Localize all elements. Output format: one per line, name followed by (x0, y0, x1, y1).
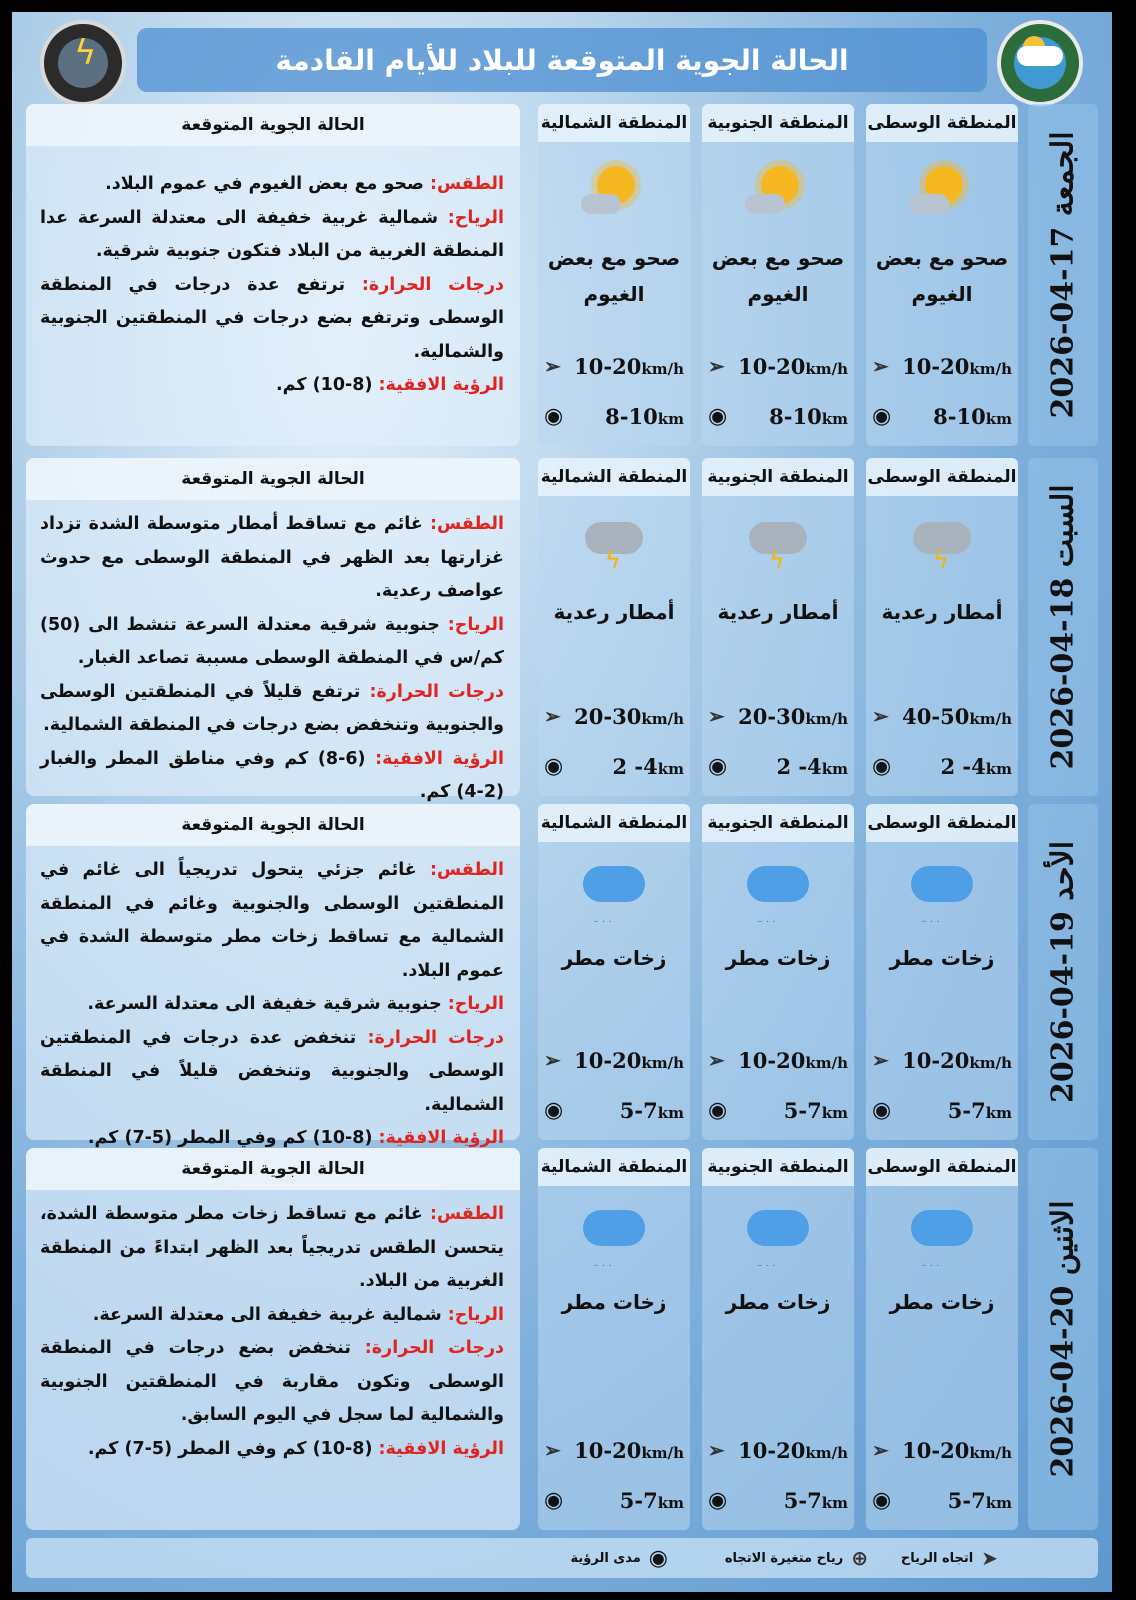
wind-speed: 40-50 (902, 703, 970, 729)
bulletin-frame (12, 12, 1112, 1592)
forecast-item-label: الطقس: (422, 514, 504, 534)
eye-icon: ◉ (708, 403, 728, 429)
wind-row (872, 700, 1012, 732)
forecast-panel (26, 804, 520, 1148)
wind-direction-icon: ➢ (708, 1048, 725, 1072)
wind-speed: 10-20 (902, 1437, 970, 1463)
raindrops-icon: ׅ ׅ ׅ ׅ (923, 1248, 945, 1267)
visibility-value (933, 404, 1012, 429)
cloud-icon (583, 1210, 645, 1246)
forecast-item-text: شمالية غربية خفيفة الى معتدلة السرعة عدا المنطقة الغربية من البلاد فتكون جنوبية شرقية. (40, 207, 504, 261)
wind-unit: km/h (969, 1443, 1012, 1462)
visibility-row (544, 1094, 684, 1126)
wind-speed: 10-20 (574, 1047, 642, 1073)
wind-speed: 10-20 (574, 1437, 642, 1463)
forecast-item (40, 1332, 504, 1433)
wind-value (574, 354, 684, 379)
rain-shower-icon (743, 1202, 813, 1272)
visibility-range: 2 -4 (940, 753, 986, 779)
day-date: 2026-04-17 الجمعة (1045, 131, 1081, 419)
wind-unit: km/h (805, 359, 848, 378)
visibility-range: 2 -4 (612, 753, 658, 779)
eye-icon: ◉ (708, 1487, 728, 1513)
date-column (1028, 1148, 1098, 1530)
forecast-item (40, 269, 504, 370)
wind-row (544, 1434, 684, 1466)
wind-value (902, 354, 1012, 379)
wind-arrow-icon: ➤ (981, 1546, 998, 1570)
forecast-item (40, 1433, 504, 1467)
visibility-value (612, 754, 684, 779)
wind-unit: km/h (641, 709, 684, 728)
visibility-range: 5-7 (619, 1487, 658, 1513)
region-condition: زخات مطر (561, 1290, 667, 1314)
wind-direction-icon: ➢ (872, 1048, 889, 1072)
visibility-unit: km (985, 409, 1012, 428)
legend-variable-wind (725, 1538, 868, 1578)
wind-row (544, 700, 684, 732)
wind-unit: km/h (641, 359, 684, 378)
forecast-item-label: درجات الحرارة: (350, 1338, 505, 1358)
visibility-row (872, 1094, 1012, 1126)
visibility-unit: km (657, 409, 684, 428)
eye-icon: ◉ (872, 1487, 892, 1513)
forecast-item-label: الرياح: (441, 994, 504, 1014)
wind-row (872, 1044, 1012, 1076)
visibility-unit: km (985, 1493, 1012, 1512)
thunderstorm-icon (579, 512, 649, 582)
region-card-3 (538, 458, 690, 796)
visibility-value (948, 1098, 1012, 1123)
wind-value (574, 1438, 684, 1463)
visibility-range: 8-10 (933, 403, 986, 429)
region-card-1 (866, 104, 1018, 446)
sun-cloud-icon (907, 158, 977, 228)
eye-icon: ◉ (872, 753, 892, 779)
region-card-2 (702, 1148, 854, 1530)
forecast-item-label: الطقس: (416, 860, 504, 880)
forecast-item-label: الرؤية الافقية: (372, 375, 504, 395)
meteorological-authority-logo (997, 20, 1083, 106)
cloud-icon (745, 194, 785, 214)
region-name: المنطقة الوسطى (866, 458, 1018, 496)
region-name: المنطقة الوسطى (866, 1148, 1018, 1186)
wind-direction-icon: ➢ (544, 1438, 561, 1462)
date-column (1028, 104, 1098, 446)
wind-direction-icon: ➢ (708, 1438, 725, 1462)
page-title (137, 28, 987, 92)
forecast-panel (26, 458, 520, 802)
legend-wind-direction (901, 1538, 998, 1578)
visibility-value (605, 404, 684, 429)
forecast-item-label: درجات الحرارة: (345, 274, 505, 295)
raindrops-icon: ׅ ׅ ׅ ׅ (759, 904, 781, 923)
wind-row (544, 350, 684, 382)
forecast-panel (26, 1148, 520, 1530)
wind-value (902, 1438, 1012, 1463)
wind-row (872, 350, 1012, 382)
raindrops-icon: ׅ ׅ ׅ ׅ (595, 1248, 617, 1267)
forecast-item-text: جنوبية شرقية معتدلة السرعة تنشط الى (50) كم/س في المنطقة الوسطى مسببة تصاعد الغبار. (40, 614, 504, 668)
region-card-2 (702, 804, 854, 1140)
forecast-item-text: صحو مع بعض الغيوم في عموم البلاد. (105, 174, 424, 194)
forecast-item-label: الرؤية الافقية: (372, 1128, 504, 1148)
wind-direction-icon: ➢ (872, 354, 889, 378)
cloud-icon (581, 194, 621, 214)
day-date: 2026-04-18 السبت (1045, 484, 1081, 770)
region-name: المنطقة الشمالية (538, 104, 690, 142)
region-name: المنطقة الوسطى (866, 104, 1018, 142)
forecast-item-text: غائم جزئي يتحول تدريجياً الى غائم في المنطقتين الوسطى والجنوبية وغائم في المنطقة الشمالية مع تساقط زخات مطر متوسطة الشدة في عموم البلاد. (40, 860, 504, 981)
forecast-item-label: الرؤية الافقية: (372, 1438, 504, 1459)
date-column (1028, 458, 1098, 796)
eye-icon: ◉ (708, 1097, 728, 1123)
eye-icon: ◉ (872, 1097, 892, 1123)
wind-direction-icon: ➢ (544, 354, 561, 378)
forecast-item (40, 1022, 504, 1123)
region-name: المنطقة الشمالية (538, 1148, 690, 1186)
visibility-range: 8-10 (605, 403, 658, 429)
forecast-panel-heading: الحالة الجوية المتوقعة (26, 104, 520, 146)
visibility-value (940, 754, 1012, 779)
region-name: المنطقة الوسطى (866, 804, 1018, 842)
rain-shower-icon (579, 1202, 649, 1272)
forecast-item-label: درجات الحرارة: (356, 1027, 504, 1048)
forecast-panel-heading: الحالة الجوية المتوقعة (26, 804, 520, 846)
forecast-panel-body (26, 846, 520, 1156)
forecast-item-text: تنخفض بضع درجات في المنطقة الوسطى وتكون مقاربة في المنطقتين الجنوبية والشمالية لما سجل في اليوم السابق. (40, 1338, 504, 1425)
page-title-text: الحالة الجوية المتوقعة للبلاد للأيام القادمة (275, 43, 849, 77)
eye-icon: ◉ (544, 1097, 564, 1123)
visibility-value (769, 404, 848, 429)
forecast-item-text: جنوبية شرقية خفيفة الى معتدلة السرعة. (87, 994, 442, 1014)
thunderstorm-icon (907, 512, 977, 582)
rain-shower-icon (743, 858, 813, 928)
forecast-item-text: (6-8) كم وفي مناطق المطر والغبار (2-4) كم. (40, 748, 504, 802)
region-condition: صحو مع بعض الغيوم (875, 246, 1009, 306)
wind-value (902, 1048, 1012, 1073)
forecast-item-text: تنخفض عدة درجات في المنطقتين الوسطى والجنوبية وتنخفض قليلاً في المنطقة الشمالية. (40, 1027, 504, 1115)
region-name: المنطقة الجنوبية (702, 458, 854, 496)
lightning-icon: ϟ (933, 546, 949, 574)
rain-shower-icon (907, 1202, 977, 1272)
wind-unit: km/h (805, 709, 848, 728)
wind-speed: 20-30 (574, 703, 642, 729)
visibility-range: 5-7 (947, 1487, 986, 1513)
wind-direction-icon: ➢ (544, 1048, 561, 1072)
region-condition: أمطار رعدية (553, 600, 675, 624)
day-block-1 (26, 104, 1098, 446)
sun-cloud-icon (579, 158, 649, 228)
visibility-range: 5-7 (947, 1097, 986, 1123)
forecast-item-label: الطقس: (422, 1204, 504, 1224)
region-condition: أمطار رعدية (881, 600, 1003, 624)
eye-icon: ◉ (708, 753, 728, 779)
date-column (1028, 804, 1098, 1140)
wind-unit: km/h (641, 1053, 684, 1072)
visibility-unit: km (985, 1103, 1012, 1122)
wind-row (872, 1434, 1012, 1466)
rain-shower-icon (579, 858, 649, 928)
visibility-unit: km (821, 1103, 848, 1122)
forecast-item (40, 202, 504, 269)
visibility-value (620, 1098, 684, 1123)
forecast-item (40, 1299, 504, 1333)
visibility-row (708, 400, 848, 432)
legend-visibility (571, 1538, 668, 1578)
wind-speed: 10-20 (738, 1047, 806, 1073)
forecast-panel-body (26, 146, 520, 403)
eye-icon: ◉ (648, 1545, 668, 1571)
forecast-item (40, 988, 504, 1022)
wind-speed: 10-20 (738, 1437, 806, 1463)
legend-variable-wind-label: رياح متغيرة الاتجاه (724, 1550, 844, 1566)
wind-unit: km/h (641, 1443, 684, 1462)
visibility-range: 8-10 (769, 403, 822, 429)
forecast-item-label: الرؤية الافقية: (365, 748, 505, 769)
forecast-item-text: شمالية غربية خفيفة الى معتدلة السرعة. (92, 1304, 442, 1325)
eye-icon: ◉ (544, 1487, 564, 1513)
visibility-row (544, 400, 684, 432)
raindrops-icon: ׅ ׅ ׅ ׅ (923, 904, 945, 923)
region-card-3 (538, 804, 690, 1140)
wind-unit: km/h (805, 1053, 848, 1072)
wind-speed: 20-30 (738, 703, 806, 729)
forecast-item (40, 676, 504, 743)
forecast-panel-heading: الحالة الجوية المتوقعة (26, 458, 520, 500)
region-card-3 (538, 1148, 690, 1530)
visibility-unit: km (657, 1493, 684, 1512)
visibility-row (544, 1484, 684, 1516)
forecast-item (40, 168, 504, 202)
visibility-value (784, 1098, 848, 1123)
forecast-item-text: (8-10) كم وفي المطر (5-7) كم. (87, 1438, 373, 1459)
eye-icon: ◉ (544, 753, 564, 779)
forecast-item-text: (8-10) كم وفي المطر (5-7) كم. (87, 1128, 373, 1148)
raindrops-icon: ׅ ׅ ׅ ׅ (595, 904, 617, 923)
visibility-value (776, 754, 848, 779)
eye-icon: ◉ (544, 403, 564, 429)
wind-value (738, 354, 848, 379)
cloud-icon (747, 866, 809, 902)
wind-row (708, 1434, 848, 1466)
visibility-unit: km (657, 759, 684, 778)
rain-shower-icon (907, 858, 977, 928)
raindrops-icon: ׅ ׅ ׅ ׅ (759, 1248, 781, 1267)
legend-bar (26, 1538, 1098, 1578)
wind-unit: km/h (969, 359, 1012, 378)
wind-unit: km/h (805, 1443, 848, 1462)
day-date: 2026-04-19 الأحد (1045, 840, 1081, 1104)
forecast-item-label: الرياح: (439, 614, 504, 635)
day-block-4 (26, 1148, 1098, 1530)
visibility-row (872, 400, 1012, 432)
region-condition: زخات مطر (889, 946, 995, 970)
wind-speed: 10-20 (902, 1047, 970, 1073)
region-condition: زخات مطر (725, 946, 831, 970)
wind-value (574, 704, 684, 729)
cloud-icon (747, 1210, 809, 1246)
visibility-value (784, 1488, 848, 1513)
day-block-3 (26, 804, 1098, 1148)
wind-value (738, 704, 848, 729)
region-card-3 (538, 104, 690, 446)
forecast-item-text: ترتفع عدة درجات في المنطقة الوسطى وترتفع بضع درجات في المنطقتين الجنوبية والشمالية. (40, 274, 504, 362)
forecast-item (40, 1198, 504, 1299)
forecast-item-label: الرياح: (438, 207, 504, 228)
visibility-row (872, 1484, 1012, 1516)
wind-value (738, 1048, 848, 1073)
wind-value (902, 704, 1012, 729)
visibility-row (544, 750, 684, 782)
forecast-item (40, 369, 504, 403)
visibility-row (708, 1484, 848, 1516)
wind-direction-icon: ➢ (544, 704, 561, 728)
wind-row (708, 1044, 848, 1076)
forecast-item-text: غائم مع تساقط زخات مطر متوسطة الشدة، يتحسن الطقس تدريجياً بعد الظهر ابتداءً من المنطقة الغربية من البلاد. (40, 1204, 504, 1291)
region-name: المنطقة الشمالية (538, 804, 690, 842)
wind-unit: km/h (969, 709, 1012, 728)
cloud-icon (911, 1210, 973, 1246)
wind-row (708, 700, 848, 732)
forecast-panel-body (26, 500, 520, 810)
visibility-value (948, 1488, 1012, 1513)
forecasting-dept-logo (40, 20, 126, 106)
forecast-item (40, 743, 504, 810)
wind-unit: km/h (969, 1053, 1012, 1072)
day-date: 2026-04-20 الاثنين (1045, 1200, 1081, 1478)
region-card-1 (866, 458, 1018, 796)
wind-direction-icon: ➢ (872, 704, 889, 728)
region-card-1 (866, 804, 1018, 1140)
visibility-unit: km (985, 759, 1012, 778)
forecast-item (40, 854, 504, 988)
visibility-row (708, 1094, 848, 1126)
forecast-item-label: درجات الحرارة: (360, 681, 504, 702)
cloud-icon (583, 866, 645, 902)
region-name: المنطقة الشمالية (538, 458, 690, 496)
visibility-range: 5-7 (619, 1097, 658, 1123)
legend-wind-direction-label: اتجاه الرياح (900, 1550, 974, 1566)
wind-speed: 10-20 (902, 353, 970, 379)
region-condition: أمطار رعدية (717, 600, 839, 624)
forecast-item-label: الطقس: (423, 174, 504, 194)
forecast-item-text: ترتفع قليلاً في المنطقتين الوسطى والجنوبية وتنخفض بضع درجات في المنطقة الشمالية. (40, 681, 504, 735)
visibility-unit: km (821, 409, 848, 428)
region-card-2 (702, 104, 854, 446)
region-condition: زخات مطر (889, 1290, 995, 1314)
forecast-panel (26, 104, 520, 446)
wind-row (708, 350, 848, 382)
forecast-item-text: (8-10) كم. (276, 375, 373, 395)
wind-speed: 10-20 (574, 353, 642, 379)
visibility-unit: km (821, 1493, 848, 1512)
region-condition: زخات مطر (725, 1290, 831, 1314)
wind-row (544, 1044, 684, 1076)
visibility-unit: km (821, 759, 848, 778)
wind-value (738, 1438, 848, 1463)
forecast-item (40, 609, 504, 676)
variable-wind-icon: ⊕ (851, 1546, 868, 1570)
region-condition: زخات مطر (561, 946, 667, 970)
forecast-panel-heading: الحالة الجوية المتوقعة (26, 1148, 520, 1190)
visibility-row (872, 750, 1012, 782)
forecast-item-text: غائم مع تساقط أمطار متوسطة الشدة تزداد غزارتها بعد الظهر في المنطقة الوسطى مع حدوث عواصف رعدية. (40, 514, 504, 601)
legend-visibility-label: مدى الرؤية (570, 1550, 641, 1566)
wind-direction-icon: ➢ (708, 354, 725, 378)
forecast-item (40, 508, 504, 609)
region-condition: صحو مع بعض الغيوم (711, 246, 845, 306)
region-condition: صحو مع بعض الغيوم (547, 246, 681, 306)
visibility-range: 2 -4 (776, 753, 822, 779)
visibility-range: 5-7 (783, 1097, 822, 1123)
wind-speed: 10-20 (738, 353, 806, 379)
forecast-item-label: الرياح: (441, 1304, 504, 1325)
wind-value (574, 1048, 684, 1073)
eye-icon: ◉ (872, 403, 892, 429)
region-name: المنطقة الجنوبية (702, 804, 854, 842)
visibility-range: 5-7 (783, 1487, 822, 1513)
region-card-1 (866, 1148, 1018, 1530)
wind-direction-icon: ➢ (872, 1438, 889, 1462)
visibility-row (708, 750, 848, 782)
region-card-2 (702, 458, 854, 796)
lightning-icon: ϟ (605, 546, 621, 574)
region-name: المنطقة الجنوبية (702, 1148, 854, 1186)
region-name: المنطقة الجنوبية (702, 104, 854, 142)
lightning-icon: ϟ (769, 546, 785, 574)
thunderstorm-icon (743, 512, 813, 582)
lightning-icon: ϟ (74, 33, 97, 73)
cloud-icon (909, 194, 949, 214)
wind-direction-icon: ➢ (708, 704, 725, 728)
visibility-unit: km (657, 1103, 684, 1122)
visibility-value (620, 1488, 684, 1513)
sun-cloud-icon (743, 158, 813, 228)
cloud-icon (1017, 46, 1063, 66)
forecast-panel-body (26, 1190, 520, 1466)
day-block-2 (26, 458, 1098, 802)
cloud-icon (911, 866, 973, 902)
